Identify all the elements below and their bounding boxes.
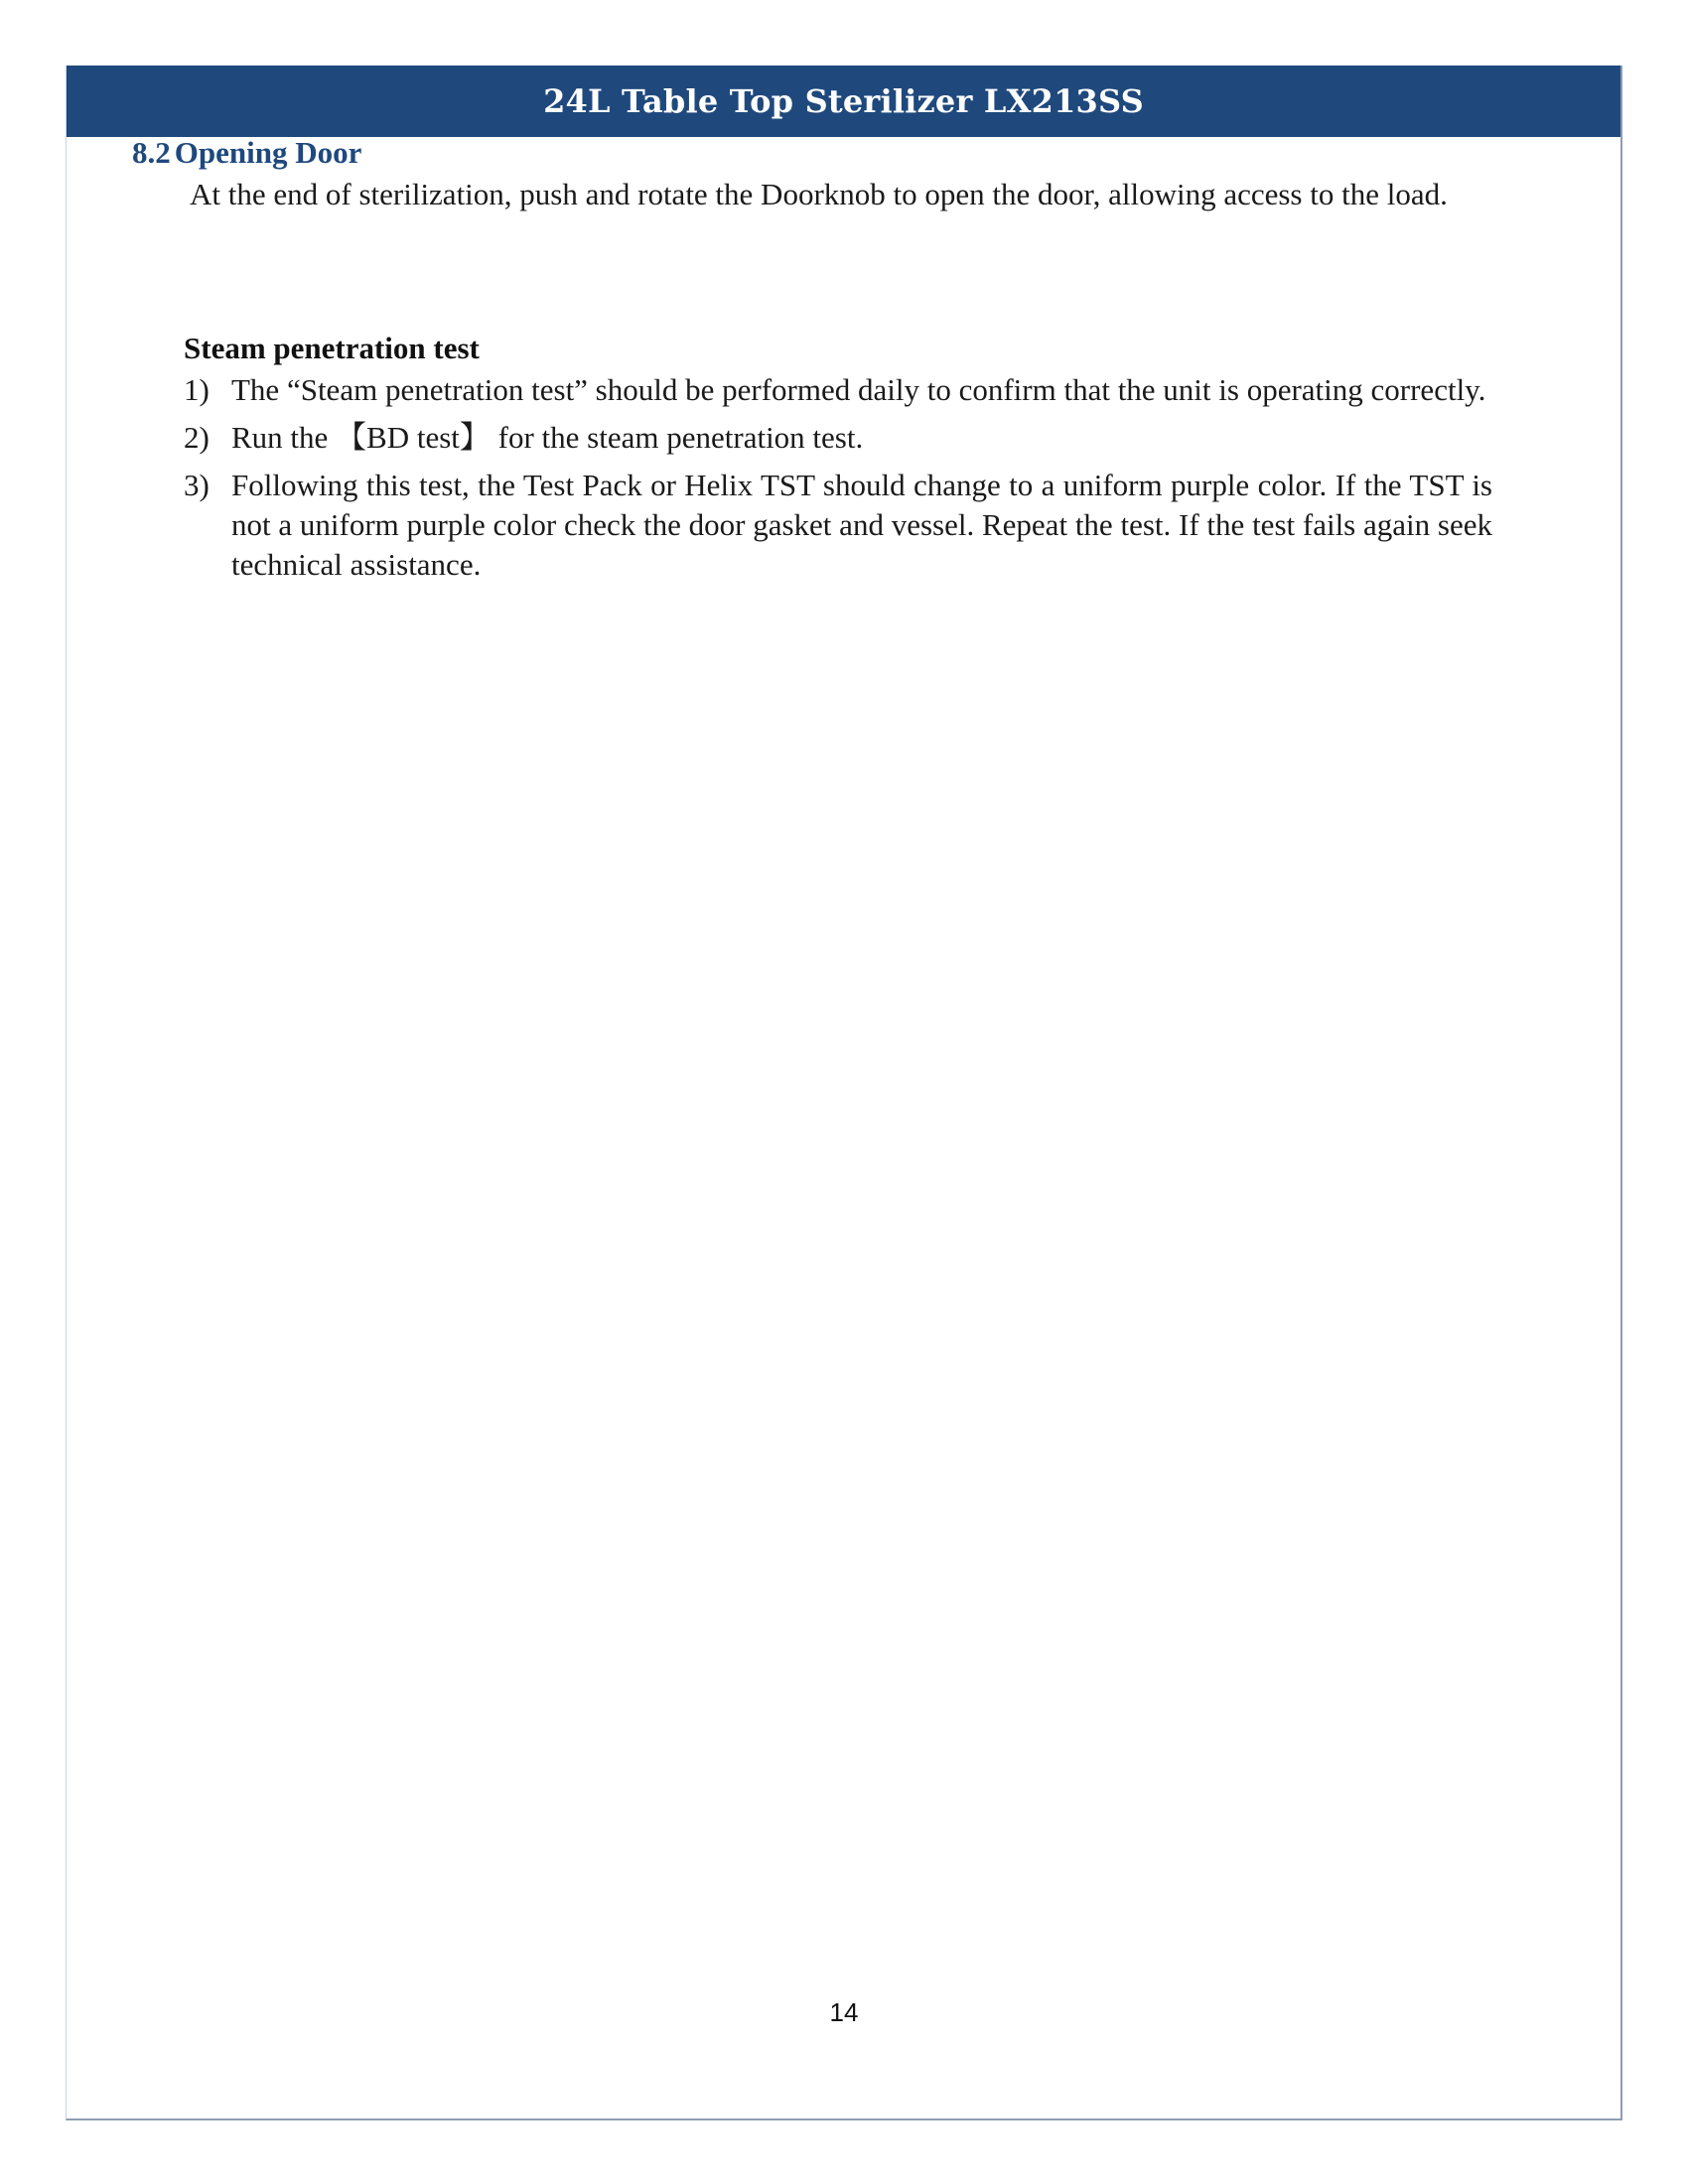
- section-title: Opening Door: [174, 135, 362, 170]
- section-intro-paragraph: At the end of sterilization, push and rotate the Doorknob to open the door, allowing access to the load.: [190, 177, 1448, 211]
- section-number: 8.2: [132, 135, 171, 170]
- list-item-text: The “Steam penetration test” should be performed daily to confirm that the unit is operating correctly.: [231, 372, 1486, 407]
- list-item: [184, 418, 1492, 458]
- list-item-marker: 2): [184, 420, 210, 455]
- list-item: [184, 466, 1492, 585]
- document-title: 24L Table Top Sterilizer LX213SS: [543, 82, 1144, 120]
- list-item-text: Following this test, the Test Pack or Helix TST should change to a uniform purple color. If the TST is not a uniform purple color check the door gasket and vessel. Repeat the test. If the test fails again seek technical assistance.: [231, 468, 1492, 582]
- steam-test-steps-list: [184, 370, 1492, 593]
- section-heading: [132, 135, 361, 171]
- list-item: [184, 370, 1492, 410]
- list-item-marker: 3): [184, 468, 210, 502]
- page-number: 14: [829, 1997, 859, 2027]
- list-item-marker: 1): [184, 372, 210, 407]
- document-header: [67, 66, 1620, 137]
- list-item-text: Run the 【BD test】 for the steam penetration test.: [231, 420, 864, 455]
- steam-test-heading: Steam penetration test: [184, 331, 480, 365]
